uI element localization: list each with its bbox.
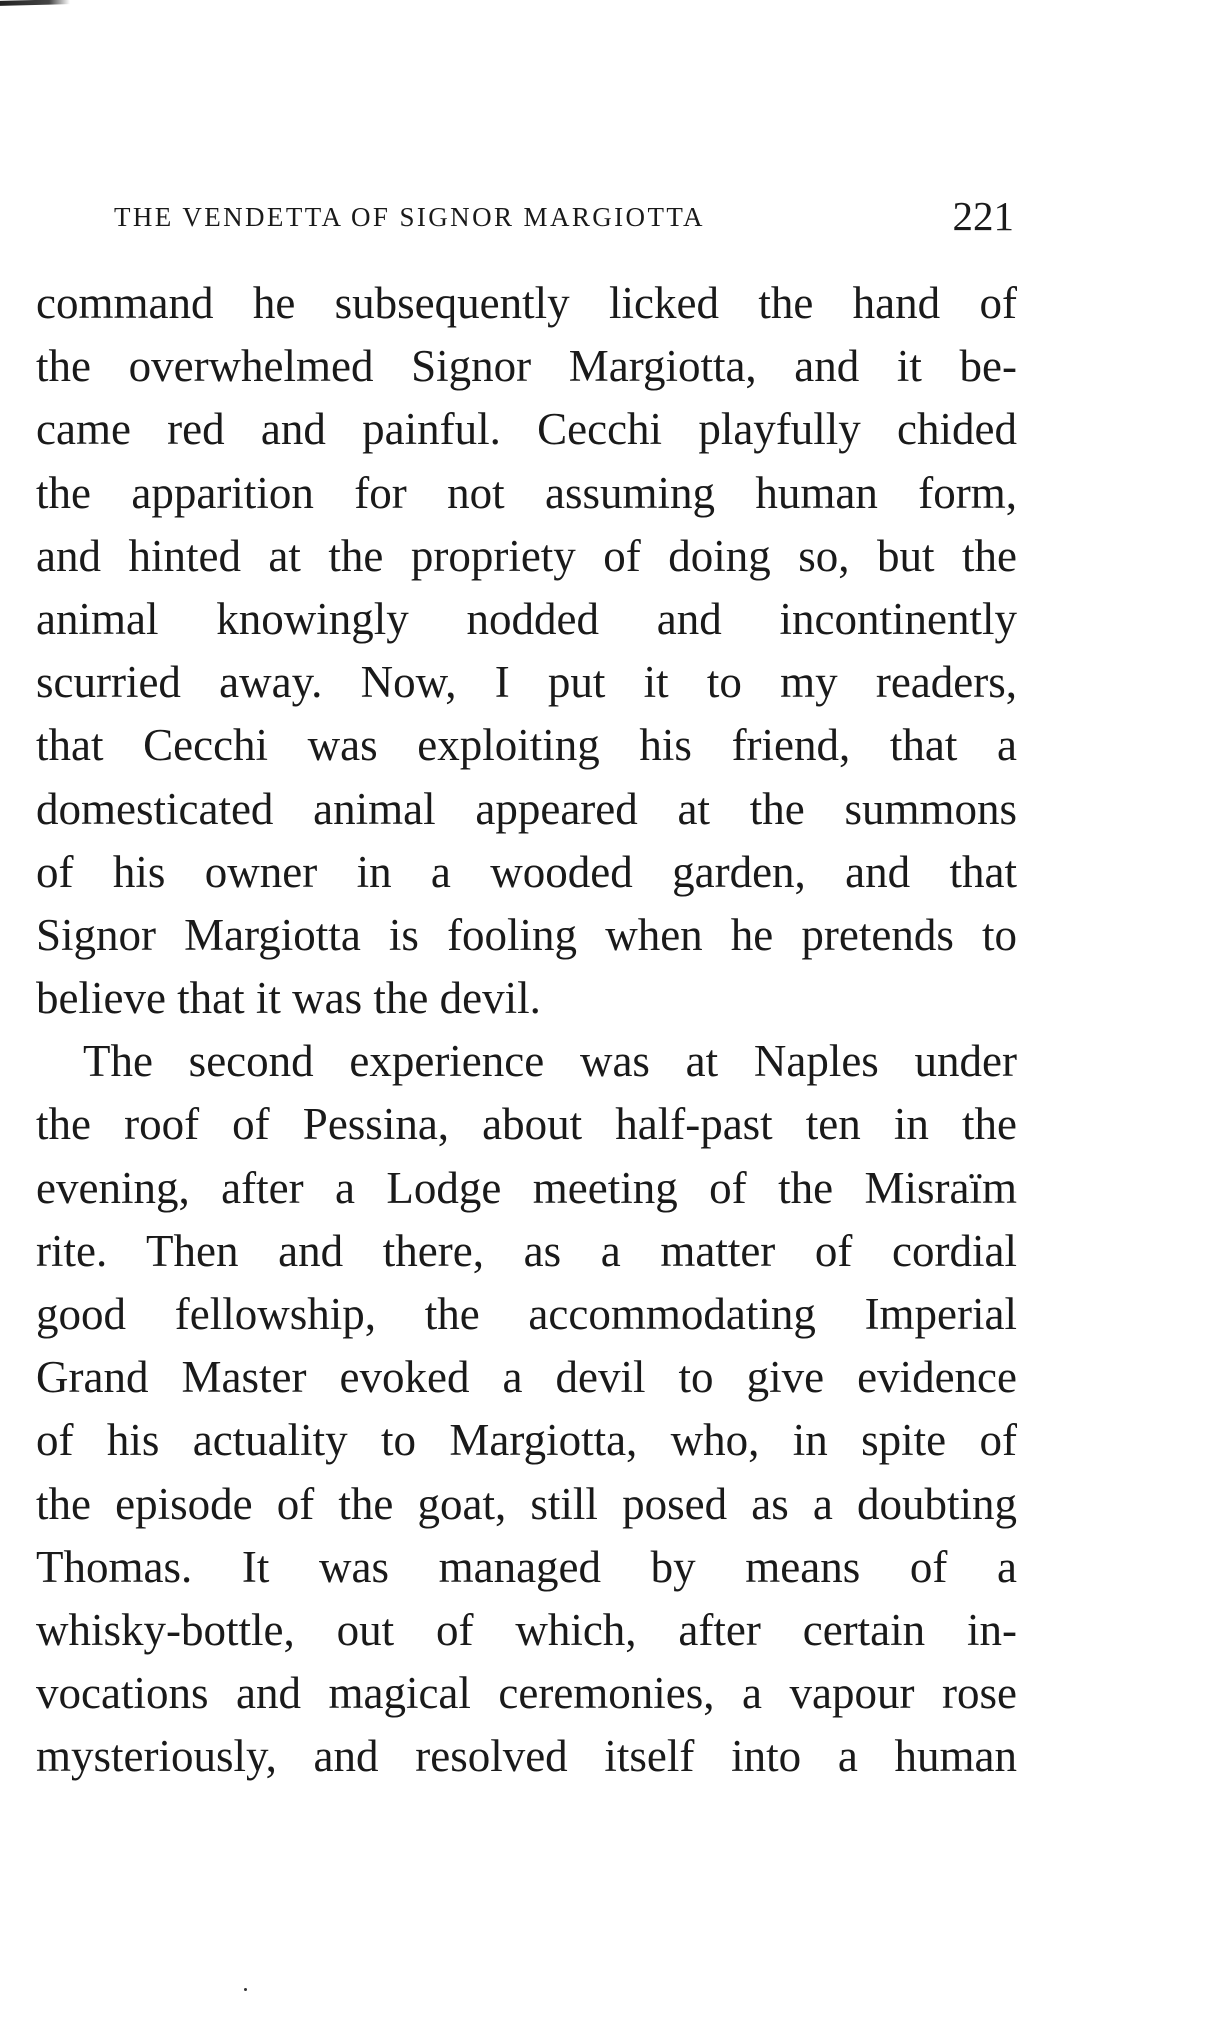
text-line: the episode of the goat, still posed as a doubting (36, 1478, 1017, 1529)
text-line: believe that it was the devil. (36, 973, 541, 1024)
text-line: good fellowship, the accommodating Imperial (36, 1289, 1017, 1339)
text-line: Grand Master evoked a devil to give evidence (36, 1352, 1017, 1403)
text-line: the overwhelmed Signor Margiotta, and it be- (36, 341, 1017, 392)
paragraph-1 (36, 272, 1017, 1030)
text-line: of his actuality to Margiotta, who, in spite of (36, 1415, 1017, 1466)
page-header (114, 192, 1014, 242)
text-line: of his owner in a wooded garden, and that (36, 846, 1017, 897)
text-line: Signor Margiotta is fooling when he pretends to (36, 909, 1017, 960)
text-line: whisky-bottle, out of which, after certain in- (36, 1604, 1017, 1655)
text-line: vocations and magical ceremonies, a vapour rose (36, 1668, 1017, 1719)
text-line: evening, after a Lodge meeting of the Misraïm (36, 1162, 1017, 1213)
body-text (36, 272, 1017, 1789)
scan-speck (244, 1988, 247, 1991)
text-line: command he subsequently licked the hand of (36, 278, 1017, 328)
text-line: the apparition for not assuming human form, (36, 467, 1017, 518)
page-number: 221 (952, 193, 1014, 239)
text-line: came red and painful. Cecchi playfully chided (36, 404, 1017, 455)
paragraph-2 (36, 1030, 1017, 1788)
running-head: THE VENDETTA OF SIGNOR MARGIOTTA (114, 202, 705, 232)
text-line: Thomas. It was managed by means of a (36, 1541, 1017, 1592)
text-line: and hinted at the propriety of doing so, but the (36, 530, 1017, 581)
text-line: rite. Then and there, as a matter of cordial (36, 1225, 1017, 1276)
text-line: mysteriously, and resolved itself into a human (36, 1731, 1017, 1782)
text-line: The second experience was at Naples under (83, 1036, 1017, 1087)
text-line: scurried away. Now, I put it to my readers, (36, 657, 1017, 708)
text-line: animal knowingly nodded and incontinently (36, 593, 1017, 644)
text-line: the roof of Pessina, about half-past ten in the (36, 1099, 1017, 1150)
text-line: domesticated animal appeared at the summons (36, 783, 1017, 834)
scan-edge-mark (0, 0, 70, 6)
text-line: that Cecchi was exploiting his friend, that a (36, 720, 1017, 771)
